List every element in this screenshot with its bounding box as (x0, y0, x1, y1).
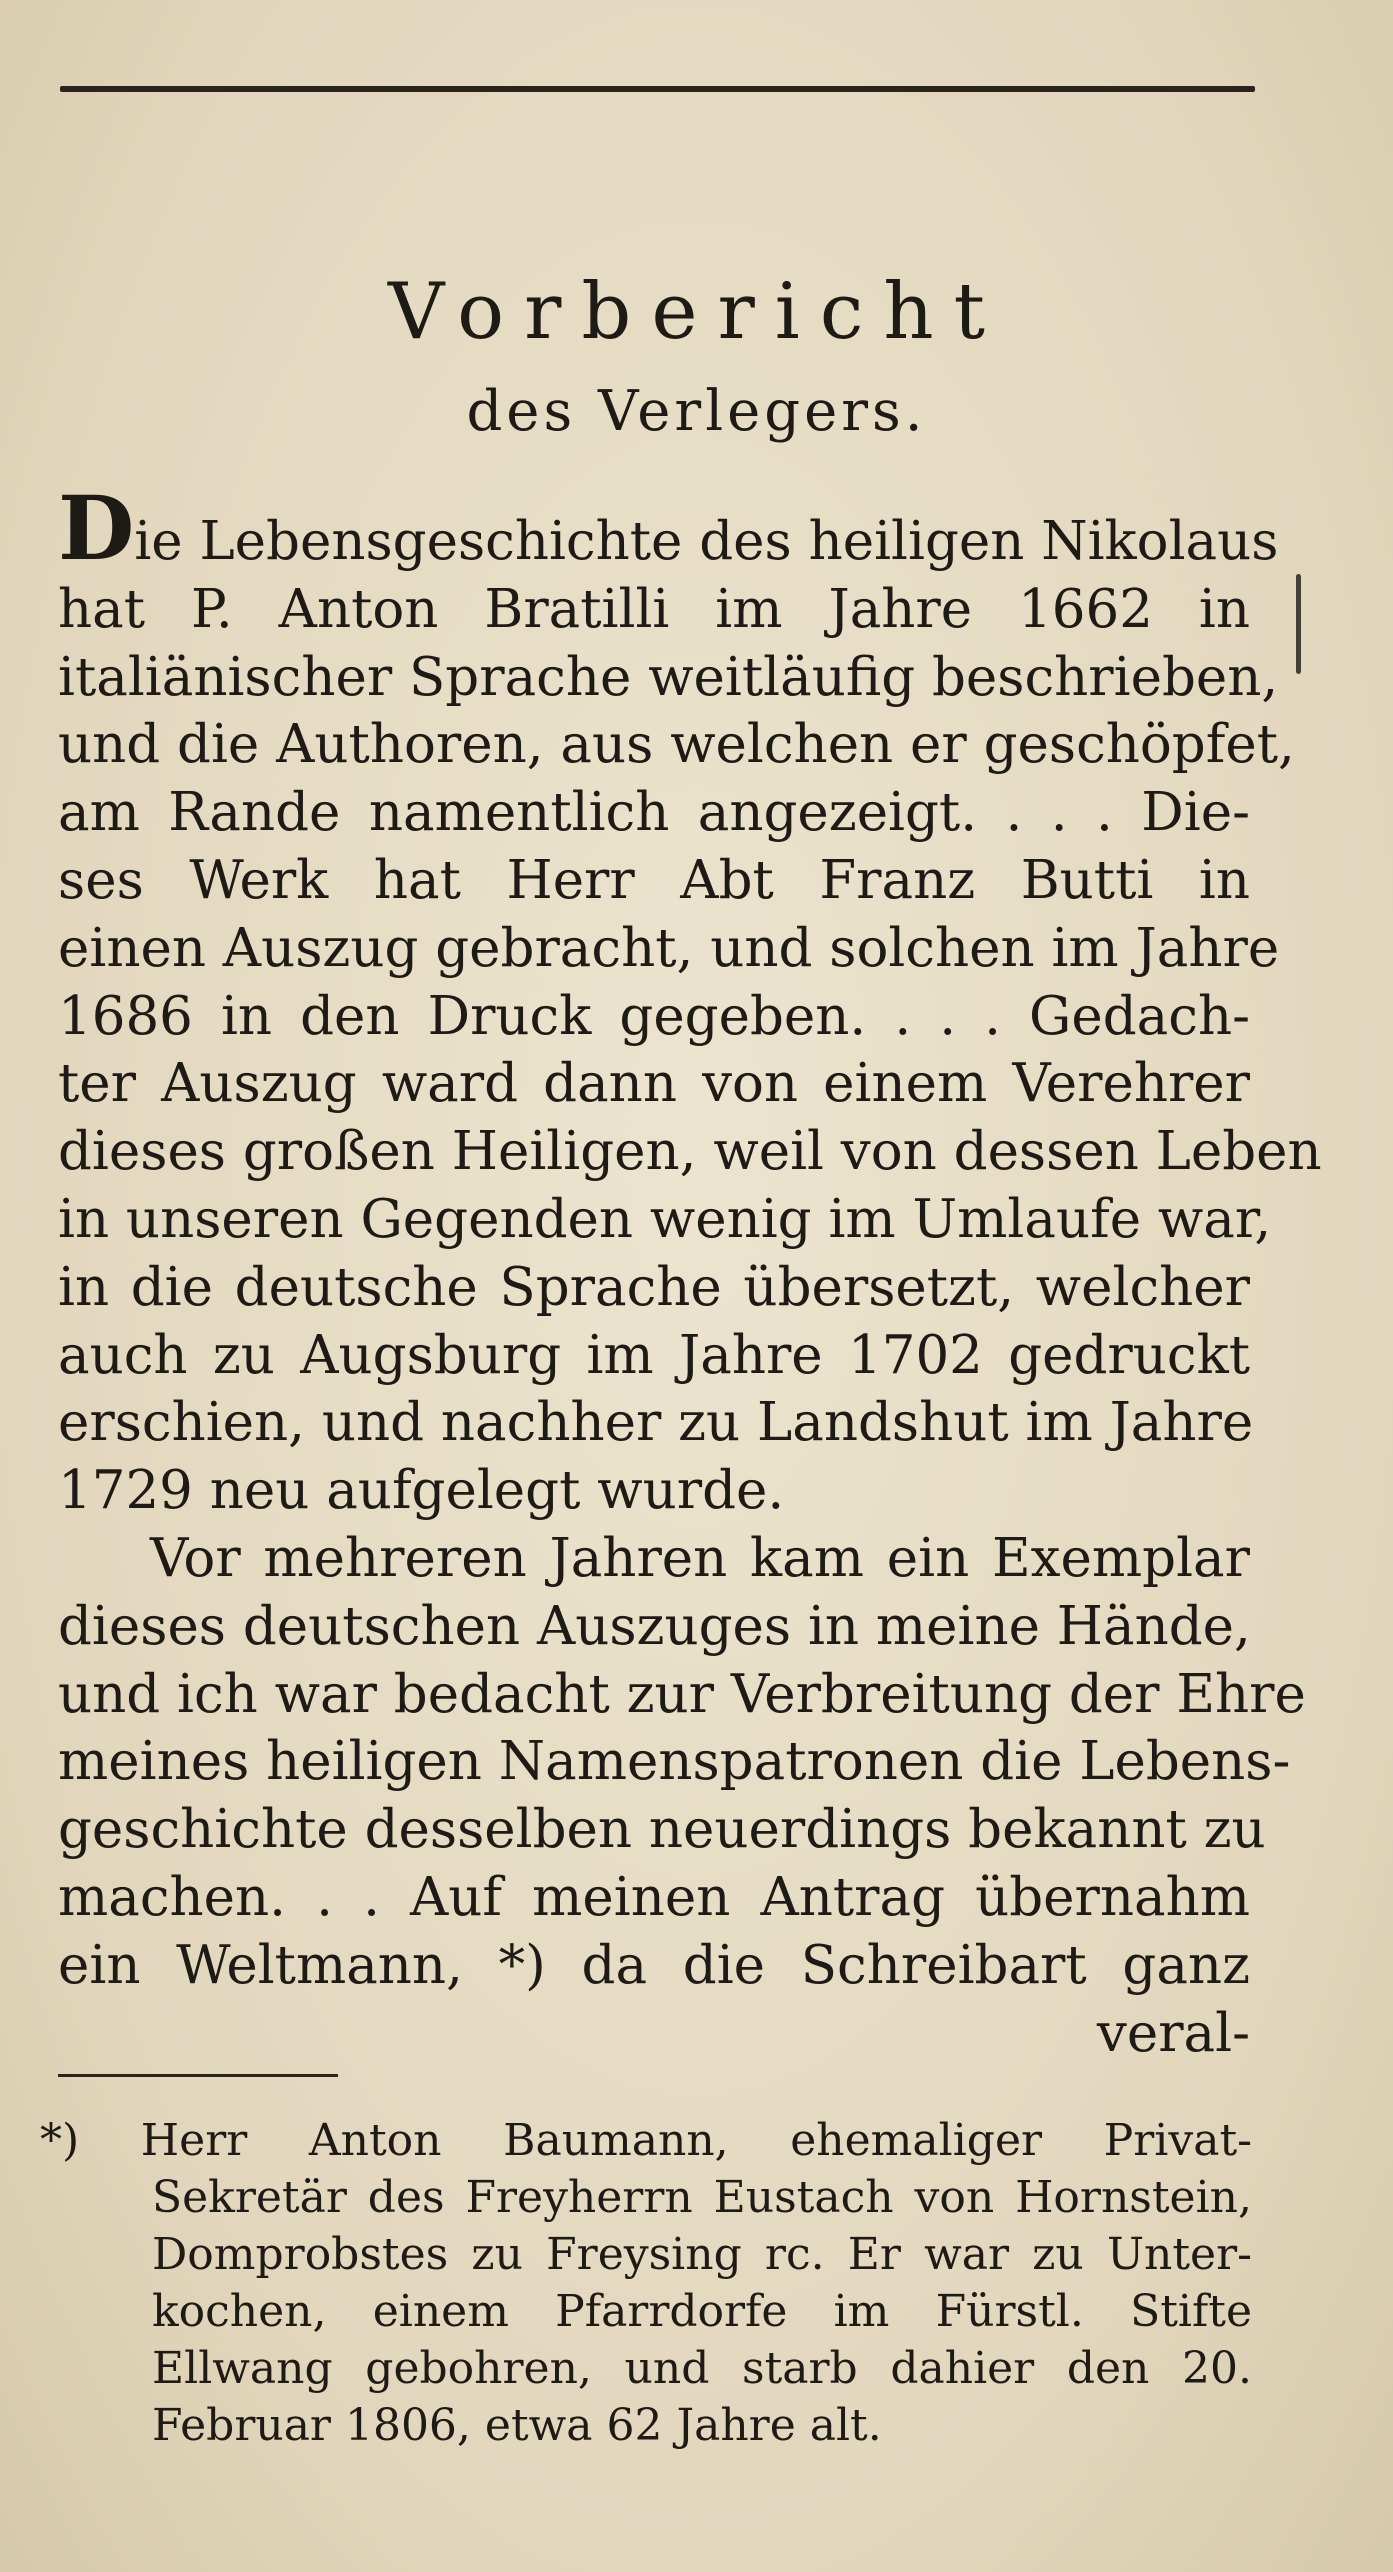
text-line: dieses deutschen Auszuges in meine Hände, (58, 1595, 1251, 1657)
text-line: in unseren Gegenden wenig im Umlaufe war, (58, 1188, 1272, 1250)
text-line: ter Auszug ward dann von einem Verehrer (58, 1053, 1250, 1115)
text-line: auch zu Augsburg im Jahre 1702 gedruckt (58, 1324, 1250, 1386)
text-line: Vor mehreren Jahren kam ein Exemplar (150, 1527, 1250, 1589)
text-line: einen Auszug gebracht, und solchen im Jahre (58, 917, 1280, 979)
footnote-line: Sekretär des Freyherrn Eustach von Hornstein, (152, 2172, 1252, 2223)
body-text (58, 476, 1322, 2067)
drop-cap: D (58, 476, 135, 580)
text-line: ein Weltmann, *) da die Schreibart ganz (58, 1934, 1250, 1996)
text-line: am Rande namentlich angezeigt. . . . Die- (58, 782, 1250, 844)
text-line: Die Lebensgeschichte des heiligen Nikolaus (58, 476, 1279, 580)
footnote (40, 2112, 1252, 2454)
text-line: in die deutsche Sprache übersetzt, welcher (58, 1256, 1250, 1318)
text-line: machen. . . Auf meinen Antrag übernahm (58, 1866, 1250, 1928)
text-line: 1686 in den Druck gegeben. . . . Gedach- (58, 985, 1250, 1047)
text-line: geschichte desselben neuerdings bekannt zu (58, 1799, 1266, 1861)
text-line: erschien, und nachher zu Landshut im Jahre (58, 1392, 1254, 1454)
footnote-line: Domprobstes zu Freysing rc. Er war zu Unter- (152, 2229, 1252, 2280)
footnote-line: Februar 1806, etwa 62 Jahre alt. (152, 2400, 882, 2451)
header-rule (60, 86, 1255, 92)
text-line: ses Werk hat Herr Abt Franz Butti in (58, 849, 1250, 911)
page-title: Vorbericht (387, 267, 1005, 357)
text-line: italiänischer Sprache weitläufig beschrieben, (58, 646, 1279, 708)
footnote-line: *) Herr Anton Baumann, ehemaliger Privat- (40, 2115, 1252, 2166)
catchword: veral- (1096, 2002, 1250, 2064)
footnote-line: Ellwang gebohren, und starb dahier den 20. (152, 2343, 1252, 2394)
footnote-rule (58, 2074, 338, 2077)
margin-mark (1296, 574, 1301, 674)
footnote-line: kochen, einem Pfarrdorfe im Fürstl. Stifte (152, 2286, 1252, 2337)
page-subtitle: des Verlegers. (466, 379, 927, 444)
text-line: und ich war bedacht zur Verbreitung der Ehre (58, 1663, 1306, 1725)
text-line: dieses großen Heiligen, weil von dessen Leben (58, 1121, 1322, 1183)
text-line: und die Authoren, aus welchen er geschöpfet, (58, 714, 1295, 776)
text-line: 1729 neu aufgelegt wurde. (58, 1460, 785, 1522)
text-line: hat P. Anton Bratilli im Jahre 1662 in (58, 578, 1250, 640)
text-line: meines heiligen Namenspatronen die Lebens- (58, 1731, 1291, 1793)
